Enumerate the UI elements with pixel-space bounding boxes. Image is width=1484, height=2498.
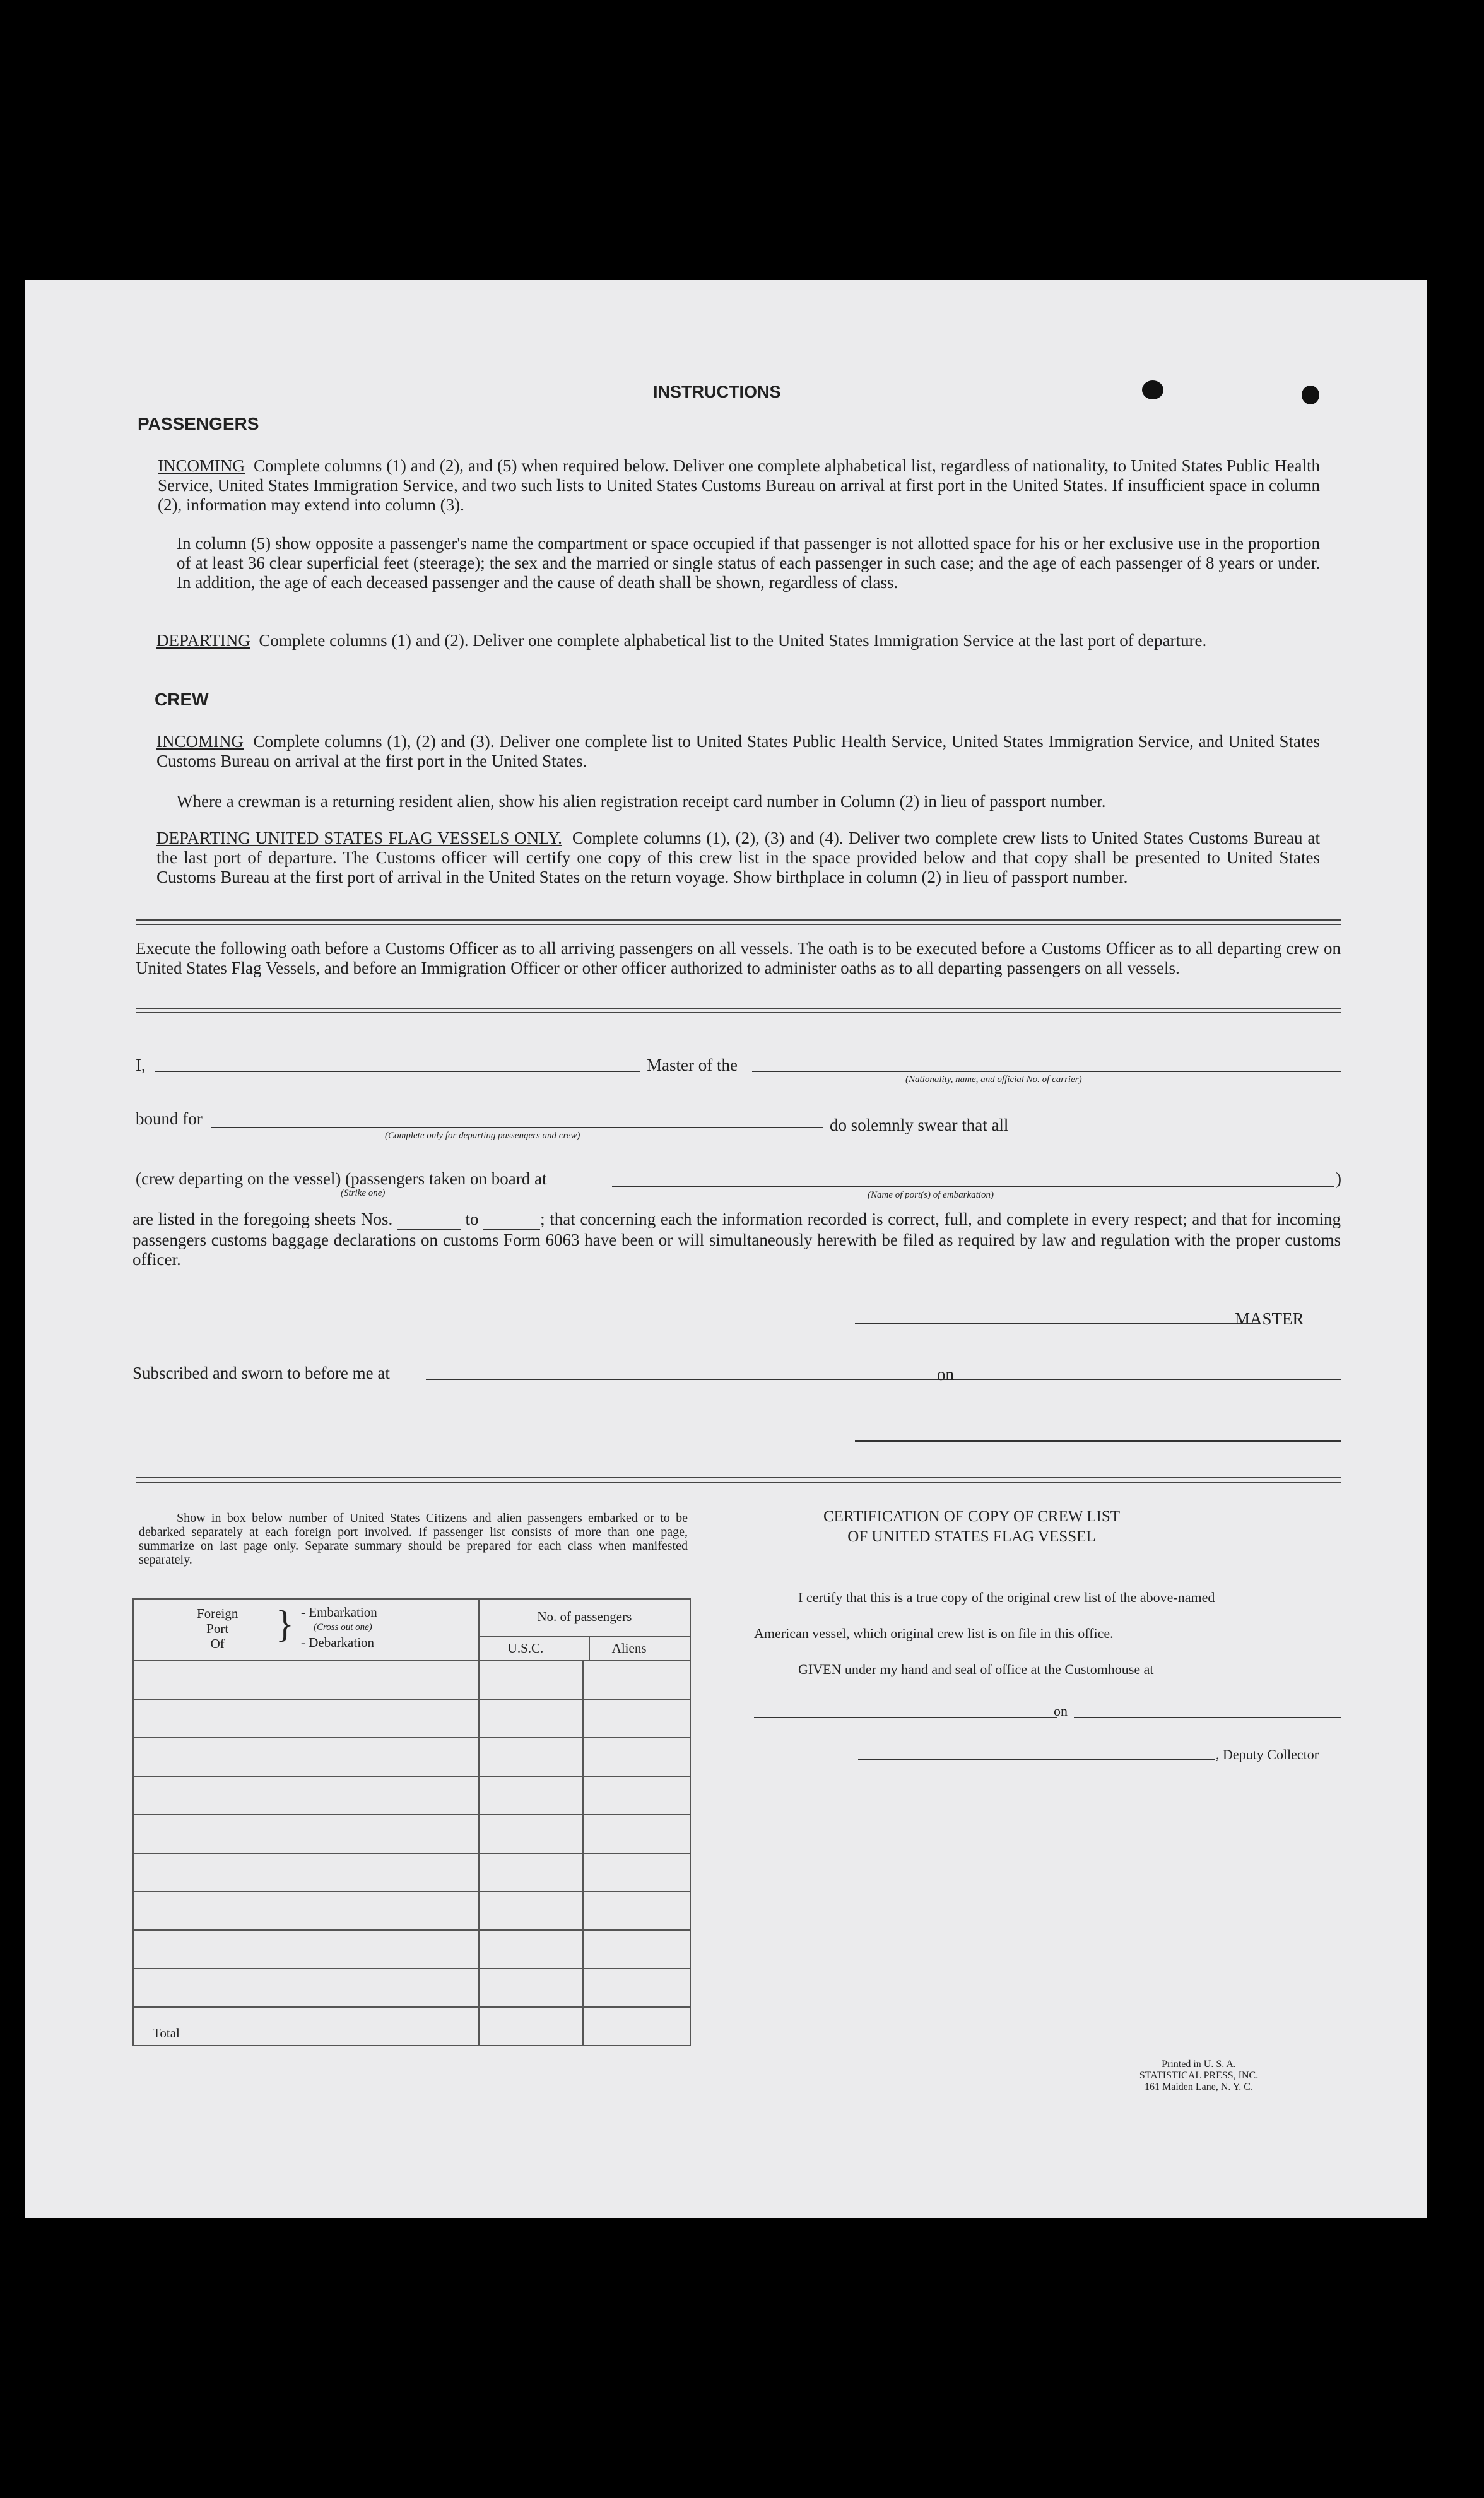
certify-line-2: American vessel, which original crew list is on file in this office. xyxy=(754,1625,1114,1641)
master-name-field[interactable] xyxy=(155,1071,640,1072)
ink-blot xyxy=(1302,386,1319,404)
close-paren: ) xyxy=(1336,1169,1341,1188)
summary-row[interactable] xyxy=(133,1892,690,1930)
summary-row[interactable] xyxy=(133,1776,690,1815)
divider xyxy=(136,1477,1341,1483)
bound-for-caption: (Complete only for departing passengers and crew) xyxy=(385,1131,580,1141)
summary-row[interactable] xyxy=(133,1853,690,1892)
oath-intro: Execute the following oath before a Customs Officer as to all arriving passengers on all vessels. The oath is to be executed before a Customs Officer as to all departing crew on United States Flag Vessels, and before an Immigration Officer or other officer authorized to administer oaths as to all departing passengers on all vessels. xyxy=(136,939,1341,977)
no-passengers-header: No. of passengers xyxy=(537,1609,632,1624)
divider xyxy=(136,919,1341,925)
summary-row[interactable] xyxy=(133,1930,690,1969)
summary-total-row[interactable] xyxy=(133,2007,690,2046)
master-label: MASTER xyxy=(1235,1309,1304,1328)
usc-header: U.S.C. xyxy=(507,1641,544,1656)
subscribed-label: Subscribed and sworn to before me at xyxy=(132,1364,390,1382)
passengers-column5-instruction: In column (5) show opposite a passenger's name the compartment or space occupied if that passenger is not allotted space for his or her exclusive use in the proportion of at least 36 clear superficial feet (steerage); the sex and the married or single status of each passenger in such case; and the age of each passenger of 8 years or under. In addition, the age of each deceased passenger and the cause of death shall be shown, regardless of class. xyxy=(177,534,1320,592)
certify-line-1: I certify that this is a true copy of the original crew list of the above-named xyxy=(798,1589,1215,1605)
customhouse-field[interactable] xyxy=(754,1717,1057,1718)
summary-instructions: Show in box below number of United States Citizens and alien passengers embarked or to be debarked separately at each foreign port involved. If passenger list consists of more than one page, summarize on last page only. Separate summary should be prepared for each class when manifested separately. xyxy=(139,1511,688,1567)
deputy-signature-field[interactable] xyxy=(858,1759,1215,1760)
brace: } xyxy=(276,1603,294,1645)
passengers-departing-instruction: DEPARTING Complete columns (1) and (2). Deliver one complete alphabetical list to the United States Immigration Service at the last port of departure. xyxy=(156,631,1207,650)
officer-signature-field[interactable] xyxy=(855,1440,1341,1442)
passengers-heading: PASSENGERS xyxy=(138,414,259,433)
total-label: Total xyxy=(133,2007,479,2046)
oath-i-label: I, xyxy=(136,1056,146,1075)
embarkation-port-field[interactable] xyxy=(612,1186,1334,1187)
master-signature-field[interactable] xyxy=(855,1323,1259,1324)
strike-phrase: (crew departing on the vessel) (passengers taken on board at xyxy=(136,1169,547,1188)
divider xyxy=(136,1008,1341,1013)
crew-heading: CREW xyxy=(155,690,209,709)
page-title: INSTRUCTIONS xyxy=(653,382,781,401)
passengers-incoming-instruction: INCOMING Complete columns (1) and (2), and (5) when required below. Deliver one complete alphabetical list, regardless of nationality, to United States Public Health Service, United States Immigration Service, and two such lists to United States Customs Bureau on arrival at first port in the United States. If insufficient space in column (2), information may extend into column (3). xyxy=(158,456,1321,514)
sheet-from-field[interactable] xyxy=(398,1210,461,1230)
form-page xyxy=(25,280,1427,2218)
sheet-to-field[interactable] xyxy=(483,1210,540,1230)
summary-row[interactable] xyxy=(133,1661,690,1699)
cert-on-label: on xyxy=(1054,1703,1068,1719)
crew-resident-instruction: Where a crewman is a returning resident alien, show his alien registration receipt card number in Column (2) in lieu of passport number. xyxy=(177,792,1106,811)
summary-row[interactable] xyxy=(133,1738,690,1776)
crew-departing-instruction: DEPARTING UNITED STATES FLAG VESSELS ONLY. Complete columns (1), (2), (3) and (4). Deliver two complete crew lists to United States Customs Bureau at the last port of departure. The Customs officer will certify one copy of this crew list in the space provided below and that copy shall be presented to United States Customs Bureau at the first port of arrival in the United States on the return voyage. Show birthplace in column (2) in lieu of passport number. xyxy=(156,828,1320,887)
summary-row[interactable] xyxy=(133,1969,690,2007)
subscribed-on-label: on xyxy=(937,1365,954,1384)
bound-for-field[interactable] xyxy=(211,1127,823,1128)
aliens-header: Aliens xyxy=(611,1641,647,1656)
subscribed-date-field[interactable] xyxy=(956,1379,1341,1380)
certification-title: CERTIFICATION OF COPY OF CREW LIST OF UNITED STATES FLAG VESSEL xyxy=(823,1508,1121,1545)
embarkation-caption: (Name of port(s) of embarkation) xyxy=(868,1190,994,1200)
given-line: GIVEN under my hand and seal of office at the Customhouse at xyxy=(798,1661,1154,1677)
cert-date-field[interactable] xyxy=(1074,1717,1341,1718)
crew-incoming-instruction: INCOMING Complete columns (1), (2) and (3). Deliver one complete list to United States Public Health Service, United States Immigration Service, and United States Customs Bureau on arrival at the first port in the United States. xyxy=(156,732,1321,770)
listed-statement: are listed in the foregoing sheets Nos. to ; that concerning each the information recorded is correct, full, and complete in every respect; and that for incoming passengers customs baggage declarations on customs Form 6063 have been or will simultaneously herewith be filed as required by law and regulation with the proper customs officer. xyxy=(132,1210,1341,1269)
master-of-label: Master of the xyxy=(647,1056,738,1075)
carrier-caption: (Nationality, name, and official No. of carrier) xyxy=(905,1075,1082,1085)
subscribed-place-field[interactable] xyxy=(426,1379,956,1380)
bound-for-label: bound for xyxy=(136,1109,203,1128)
strike-caption: (Strike one) xyxy=(341,1188,386,1198)
do-solemnly-label: do solemnly swear that all xyxy=(830,1116,1009,1134)
summary-row[interactable] xyxy=(133,1815,690,1853)
deputy-collector-label: , Deputy Collector xyxy=(1216,1747,1319,1762)
carrier-field[interactable] xyxy=(752,1071,1341,1072)
summary-row[interactable] xyxy=(133,1699,690,1738)
passenger-summary-table xyxy=(132,1598,691,2046)
foreign-port-label: Foreign Port Of xyxy=(197,1606,238,1651)
ink-blot xyxy=(1142,380,1163,399)
embarkation-options: - Embarkation (Cross out one) - Debarkation xyxy=(301,1605,377,1650)
printer-imprint: Printed in U. S. A. STATISTICAL PRESS, INC. 161 Maiden Lane, N. Y. C. xyxy=(1139,2059,1259,2092)
